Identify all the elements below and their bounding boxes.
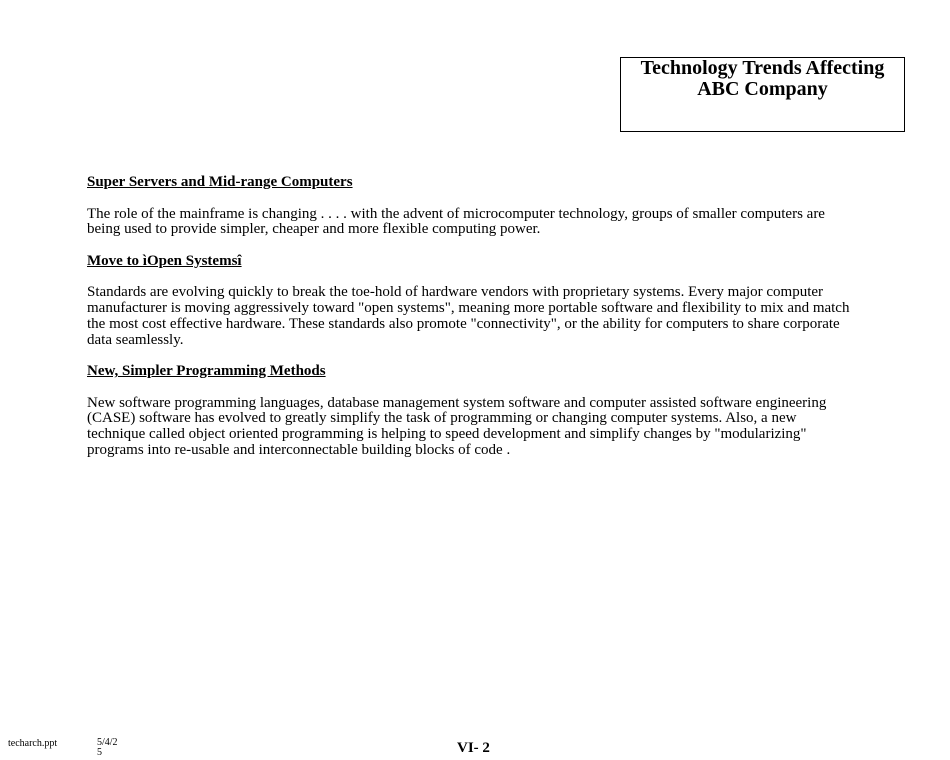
title-box <box>620 57 905 132</box>
page-title-line-1: Technology Trends Affecting <box>640 57 885 79</box>
footer-date: 5/4/25 <box>97 737 118 758</box>
section-heading-super-servers: Super Servers and Mid-range Computers <box>87 174 353 190</box>
document-body <box>87 175 852 474</box>
page-title-line-2: ABC Company <box>697 78 828 100</box>
section-heading-programming-methods: New, Simpler Programming Methods <box>87 363 326 379</box>
footer-filename: techarch.ppt <box>8 738 58 749</box>
section-body-open-systems: Standards are evolving quickly to break the toe-hold of hardware vendors with proprietary systems. Every major computer manufacturer is moving aggressively toward "open systems", meaning more portable software and flexibility to mix and match the most cost effective hardware. These standards also promote "connectivity", or the ability for computers to share corporate data seamlessly. <box>87 284 850 348</box>
section-body-super-servers: The role of the mainframe is changing . . . . with the advent of microcomputer technology, groups of smaller computers are being used to provide simpler, cheaper and more flexible computing power. <box>87 205 825 238</box>
footer-page-number: VI- 2 <box>457 740 490 756</box>
section-heading-open-systems: Move to ìOpen Systemsî <box>87 252 242 269</box>
section-body-programming-methods: New software programming languages, database management system software and computer assisted software engineering (CASE) software has evolved to greatly simplify the task of programming or changing computer systems. Also, a new technique called object oriented programming is helping to speed development and simplify changes by "modularizing" programs into re-usable and interconnectable building blocks of code . <box>87 394 827 458</box>
